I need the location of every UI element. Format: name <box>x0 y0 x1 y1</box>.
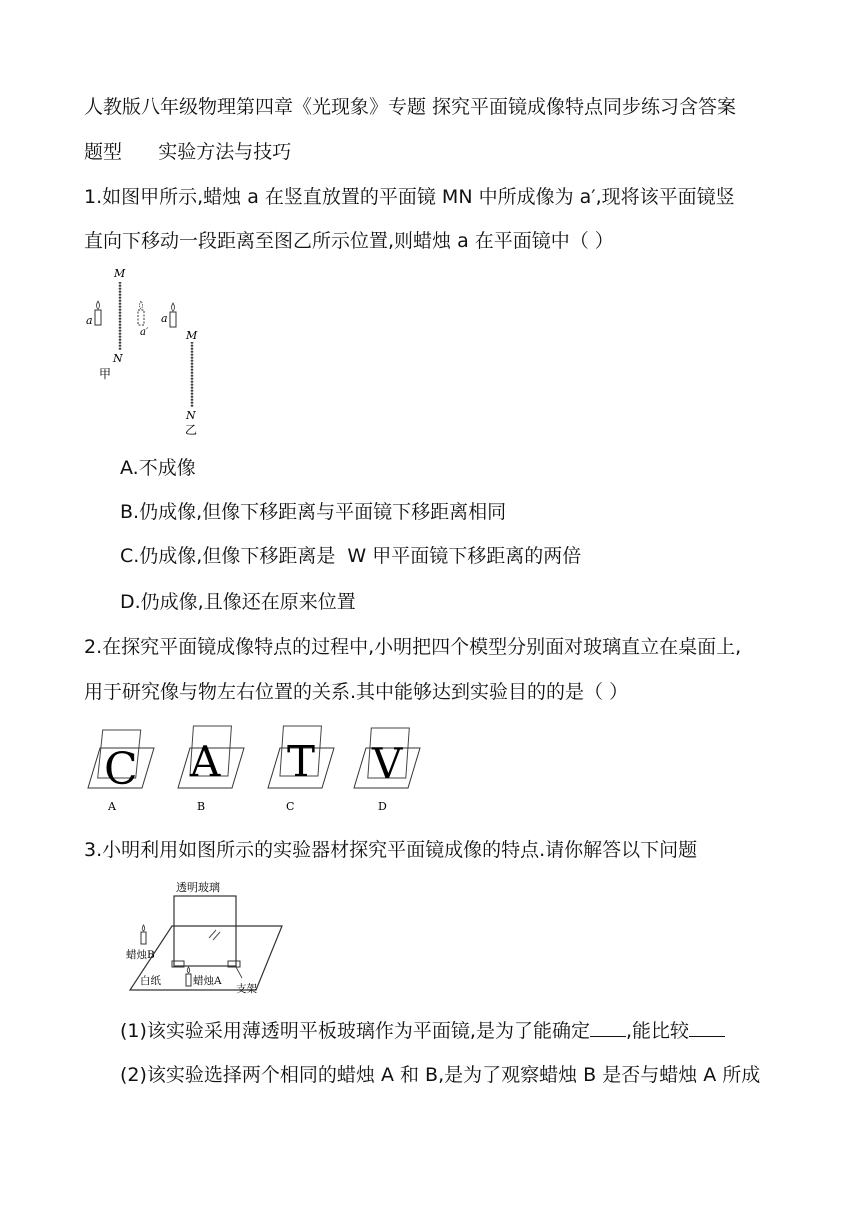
answer-blank-2[interactable] <box>689 1018 725 1037</box>
label-stand: 支架 <box>236 983 257 995</box>
q2-stem-line2: 用于研究像与物左右位置的关系.其中能够达到实验目的的是（ ） <box>84 681 629 703</box>
model-b <box>178 726 244 813</box>
candle-a2 <box>170 303 176 327</box>
q3-sub2: (2)该实验选择两个相同的蜡烛 A 和 B,是为了观察蜡烛 B 是否与蜡烛 A 所成 <box>120 1064 761 1086</box>
model-c-letter: T <box>287 737 316 786</box>
model-b-letter: A <box>190 737 221 786</box>
model-c-label: C <box>286 800 295 813</box>
q1-option-a: A.不成像 <box>120 457 196 479</box>
candle-a <box>186 967 191 986</box>
model-d-label: D <box>378 800 387 813</box>
doc-title: 人教版八年级物理第四章《光现象》专题 探究平面镜成像特点同步练习含答案 <box>84 96 737 118</box>
candle-b <box>141 925 146 944</box>
label-candle-b: 蜡烛B <box>126 949 155 961</box>
q3-sub1 <box>120 1018 725 1043</box>
q3-figure <box>124 878 294 996</box>
glass-plate <box>174 896 236 966</box>
answer-blank-1[interactable] <box>590 1018 626 1037</box>
label-n2: N <box>186 409 196 422</box>
label-a1: a <box>86 314 93 327</box>
q1-option-d: D.仍成像,且像还在原来位置 <box>120 591 356 613</box>
model-a-letter: C <box>104 744 138 795</box>
label-m1: M <box>114 267 126 280</box>
q2-stem-line1: 2.在探究平面镜成像特点的过程中,小明把四个模型分别面对玻璃直立在桌面上, <box>84 636 742 658</box>
model-d-letter: V <box>372 739 403 788</box>
label-jia: 甲 <box>99 367 112 381</box>
candle-image-a <box>138 301 144 325</box>
q1-figure <box>82 262 222 442</box>
label-n1: N <box>113 352 123 365</box>
label-yi: 乙 <box>185 423 198 437</box>
q3-sub1-text-b: ,能比较 <box>625 1020 690 1042</box>
candle-a1 <box>95 301 101 325</box>
model-a-label: A <box>108 800 116 813</box>
label-paper: 白纸 <box>140 975 161 987</box>
q1-option-b: B.仍成像,但像下移距离与平面镜下移距离相同 <box>120 501 507 523</box>
q3-sub1-text-a: (1)该实验采用薄透明平板玻璃作为平面镜,是为了能确定 <box>120 1020 590 1042</box>
q1-option-c: C.仍成像,但像下移距离是 W 甲平面镜下移距离的两倍 <box>120 545 582 567</box>
model-b-label: B <box>197 800 206 813</box>
q1-stem-line1: 1.如图甲所示,蜡烛 a 在竖直放置的平面镜 MN 中所成像为 a′,现将该平面镜竖 <box>84 186 735 208</box>
label-glass: 透明玻璃 <box>176 881 220 894</box>
model-c <box>268 726 334 813</box>
model-a <box>88 730 154 813</box>
label-candle-a: 蜡烛A <box>193 975 222 987</box>
q1-stem-line2: 直向下移动一段距离至图乙所示位置,则蜡烛 a 在平面镜中（ ） <box>84 230 614 252</box>
label-m2: M <box>186 329 198 342</box>
q2-figure <box>82 718 442 818</box>
model-d <box>354 728 420 813</box>
q3-stem: 3.小明利用如图所示的实验器材探究平面镜成像的特点.请你解答以下问题 <box>84 839 698 861</box>
label-a-image: a′ <box>140 327 149 338</box>
label-a2: a <box>161 312 168 325</box>
section-heading: 题型 实验方法与技巧 <box>84 141 292 163</box>
